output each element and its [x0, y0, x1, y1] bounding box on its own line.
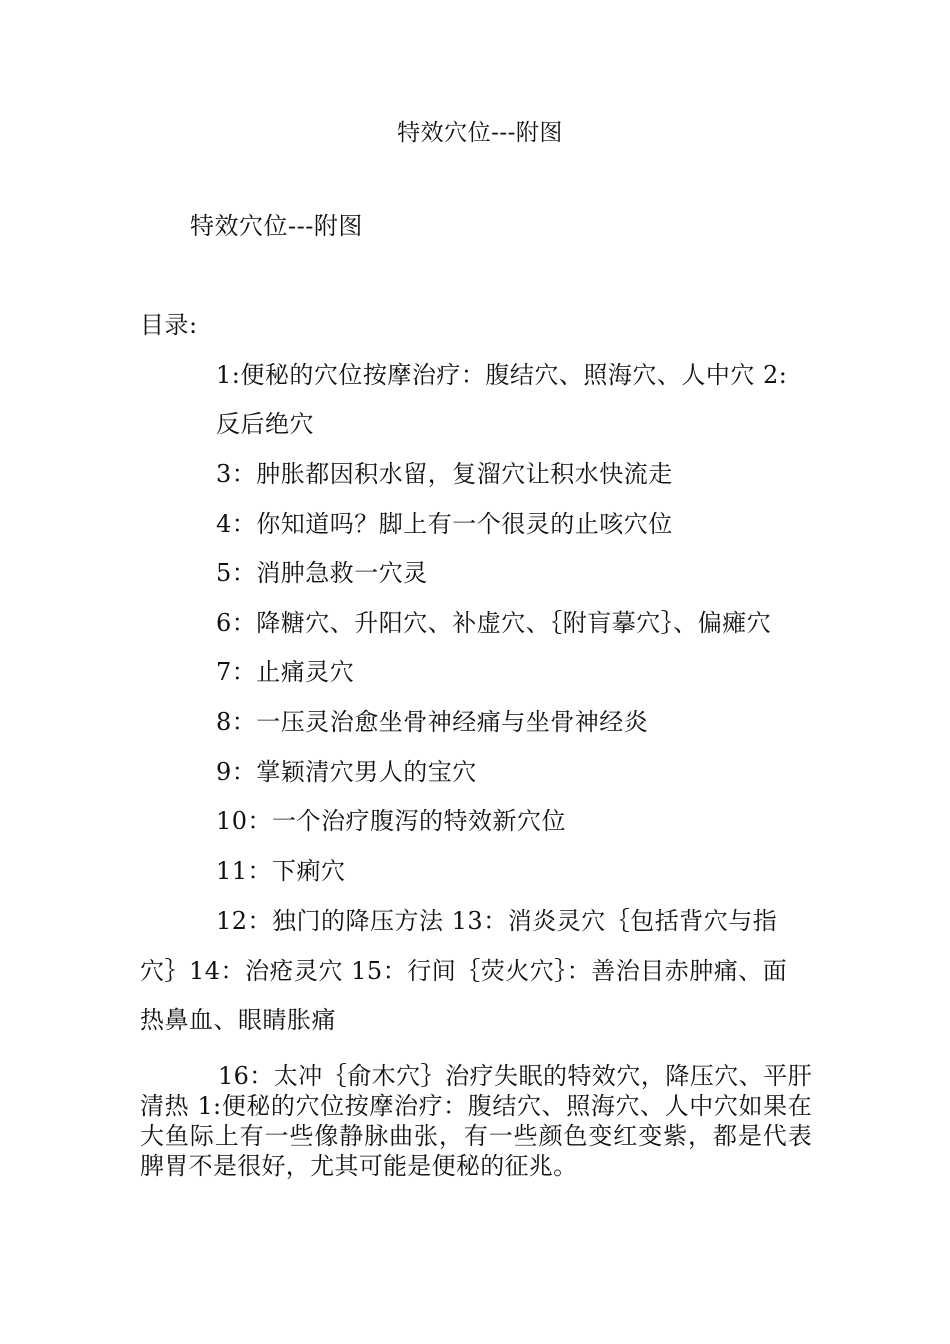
toc-line: 8：一压灵治愈坐骨神经痛与坐骨神经炎 — [216, 708, 649, 736]
toc-line: 3：肿胀都因积水留，复溜穴让积水快流走 — [216, 460, 673, 488]
toc-line: 7：止痛灵穴 — [216, 658, 355, 686]
toc-line: 11：下痢穴 — [216, 857, 346, 885]
toc-line: 10：一个治疗腹泻的特效新穴位 — [216, 807, 567, 835]
document-title: 特效穴位---附图 — [397, 120, 563, 146]
toc-line: 1:便秘的穴位按摩治疗：腹结穴、照海穴、人中穴 2: — [216, 361, 788, 389]
toc-line: 热鼻血、眼睛胀痛 — [140, 1006, 336, 1034]
toc-line: 9：掌颖清穴男人的宝穴 — [216, 758, 477, 786]
toc-line: 5：消肿急救一穴灵 — [216, 559, 428, 587]
toc-line: 4：你知道吗？脚上有一个很灵的止咳穴位 — [216, 510, 673, 538]
body-paragraph: 16：太冲｛俞木穴｝治疗失眠的特效穴，降压穴、平肝清热 1:便秘的穴位按摩治疗：腹结穴、照海穴、人中穴如果在大鱼际上有一些像静脉曲张，有一些颜色变红变紫，都是代表脾胃不是很好，尤其可能是便秘的征兆。 — [140, 1062, 812, 1180]
toc-label: 目录: — [140, 311, 198, 339]
toc-line: 12：独门的降压方法 13：消炎灵穴｛包括背穴与指 — [216, 907, 778, 935]
toc-line: 穴｝14：治疮灵穴 15：行间｛荧火穴｝：善治目赤肿痛、面 — [140, 957, 788, 985]
toc-line: 反后绝穴 — [216, 410, 314, 438]
toc-line: 6：降糖穴、升阳穴、补虚穴、｛附肓摹穴｝、偏瘫穴 — [216, 609, 772, 637]
document-subtitle: 特效穴位---附图 — [190, 212, 363, 240]
